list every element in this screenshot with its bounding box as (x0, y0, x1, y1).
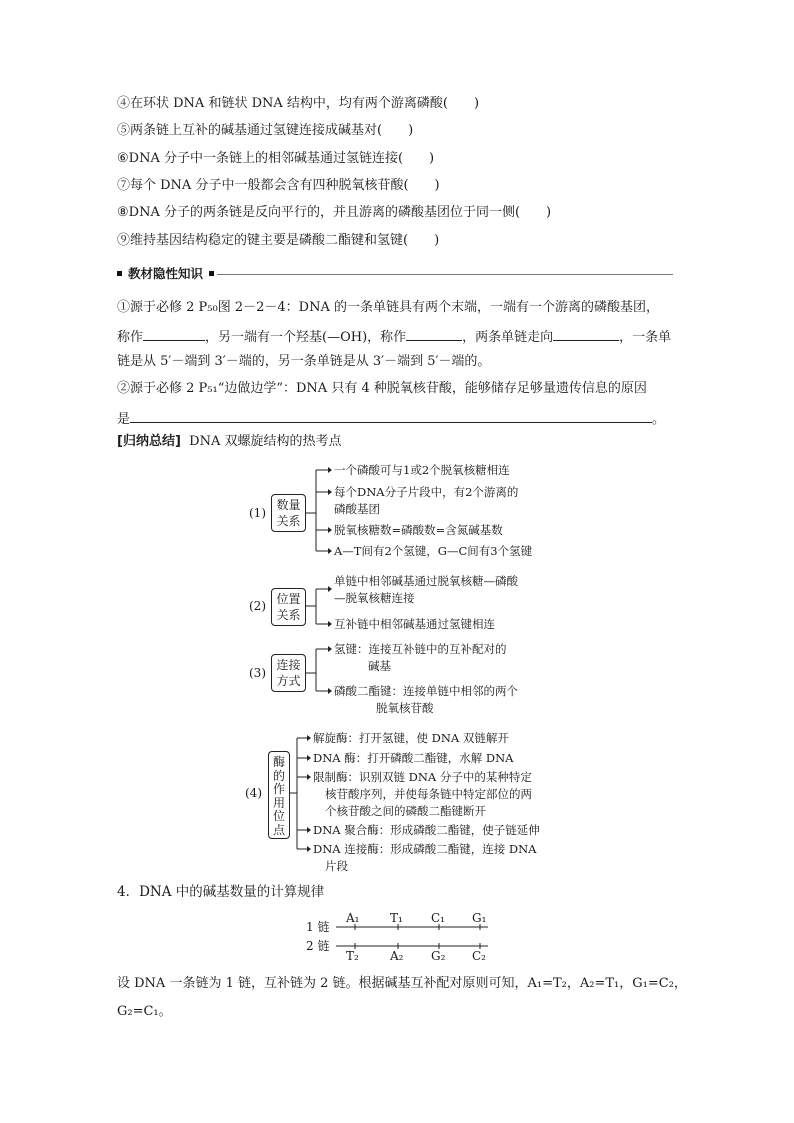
diagram-item: 片段 (325, 859, 348, 873)
diagram-item: 解旋酶：打开氢键，使 DNA 双链解开 (313, 731, 509, 745)
strand-2-label: 2 链 (306, 939, 330, 953)
knowledge-line-1: ①源于必修 2 P₅₀图 2－2－4：DNA 的一条单链具有两个末端，一端有一个游离的磷酸基团， (117, 300, 659, 315)
group-box-enzyme: 酶 的 作 用 位 点 (268, 751, 290, 839)
strand-1-base: C₁ (431, 911, 445, 925)
diagram-item: 脱氧核苷酸 (376, 701, 434, 715)
rule-line-2: G₂=C₁。 (117, 1004, 172, 1019)
diagram-item: 脱氧核糖数=磷酸数=含氮碱基数 (334, 523, 503, 537)
strand-2-base: G₂ (431, 949, 446, 963)
statement-8: ⑧DNA 分子的两条链是反向平行的，并且游离的磷酸基团位于同一侧( ) (117, 205, 552, 220)
diagram-item: 一个磷酸可与1或2个脱氧核糖相连 (334, 463, 510, 477)
diagram-item: 磷酸基团 (334, 502, 380, 516)
section-title: 教材隐性知识 (128, 266, 204, 281)
strand-2-base: T₂ (346, 949, 359, 963)
strand-1-base: G₁ (472, 911, 487, 925)
rule-line-1: 设 DNA 一条链为 1 链，互补链为 2 链。根据碱基互补配对原则可知，A₁=T₂，A₂=T₁，G₁=C₂， (117, 976, 687, 991)
diagram-item: 互补链中相邻碱基通过氢键相连 (334, 617, 495, 631)
group-number: (2) (249, 599, 266, 613)
summary-title: DNA 双螺旋结构的热考点 (189, 434, 342, 449)
diagram-item: A—T间有2个氢键，G—C间有3个氢键 (334, 544, 533, 558)
diagram-item: —脱氧核糖连接 (334, 591, 415, 605)
group-box-quantity: 数量 关系 (271, 494, 306, 532)
diagram-item: DNA 聚合酶：形成磷酸二酯键，使子链延伸 (313, 823, 540, 837)
diagram-item: DNA 连接酶：形成磷酸二酯键，连接 DNA (313, 842, 537, 856)
diagram-item: 个核苷酸之间的磷酸二酯键断开 (325, 804, 486, 818)
diagram-item: 核苷酸序列，并使每条链中特定部位的两 (325, 787, 532, 801)
statement-5: ⑤两条链上互补的碱基通过氢键连接成碱基对( ) (117, 123, 414, 138)
diagram-item: DNA 酶：打开磷酸二酯键，水解 DNA (313, 751, 514, 765)
group-number: (1) (249, 506, 266, 520)
statement-7: ⑦每个 DNA 分子中一般都会含有四种脱氧核苷酸( ) (117, 178, 440, 193)
strand-1-base: T₁ (390, 911, 403, 925)
summary-label: [归纳总结] (117, 434, 181, 449)
diagram-item: 每个DNA分子片段中，有2个游离的 (334, 485, 519, 499)
strand-2-base: C₂ (472, 949, 486, 963)
diagram-item: 限制酶：识别双链 DNA 分子中的某种特定 (313, 770, 532, 784)
statement-4: ④在环状 DNA 和链状 DNA 结构中，均有两个游离磷酸( ) (117, 96, 480, 111)
diagram-item: 碱基 (368, 659, 391, 673)
group-box-connection: 连接 方式 (271, 654, 306, 692)
strand-2-base: A₂ (390, 949, 404, 963)
diagram-item: 氢键：连接互补链中的互补配对的 (334, 642, 507, 656)
statement-6: ⑥DNA 分子中一条链上的相邻碱基通过氢链连接( ) (117, 151, 435, 166)
diagram-item: 磷酸二酯键：连接单链中相邻的两个 (334, 684, 518, 698)
knowledge-line-5: 是 。 (117, 408, 665, 429)
section-4-heading: 4．DNA 中的碱基数量的计算规律 (117, 884, 325, 900)
strand-1-label: 1 链 (306, 920, 330, 934)
statement-9: ⑨维持基因结构稳定的键主要是磷酸二酯键和氢键( ) (117, 233, 440, 248)
knowledge-line-2: 称作 ，另一端有一个羟基(—OH)，称作 ，两条单链走向 ，一条单 (117, 326, 671, 347)
knowledge-line-3: 链是从 5′－端到 3′－端的，另一条单链是从 3′－端到 5′－端的。 (117, 354, 491, 369)
group-box-position: 位置 关系 (271, 588, 306, 626)
knowledge-line-4: ②源于必修 2 P₅₁“边做边学”：DNA 只有 4 种脱氧核苷酸，能够储存足够量遗传信息的原因 (117, 381, 647, 396)
group-number: (3) (249, 666, 266, 680)
group-number: (4) (245, 786, 262, 800)
strand-1-base: A₁ (346, 911, 360, 925)
diagram-item: 单链中相邻碱基通过脱氧核糖—磷酸 (334, 574, 518, 588)
